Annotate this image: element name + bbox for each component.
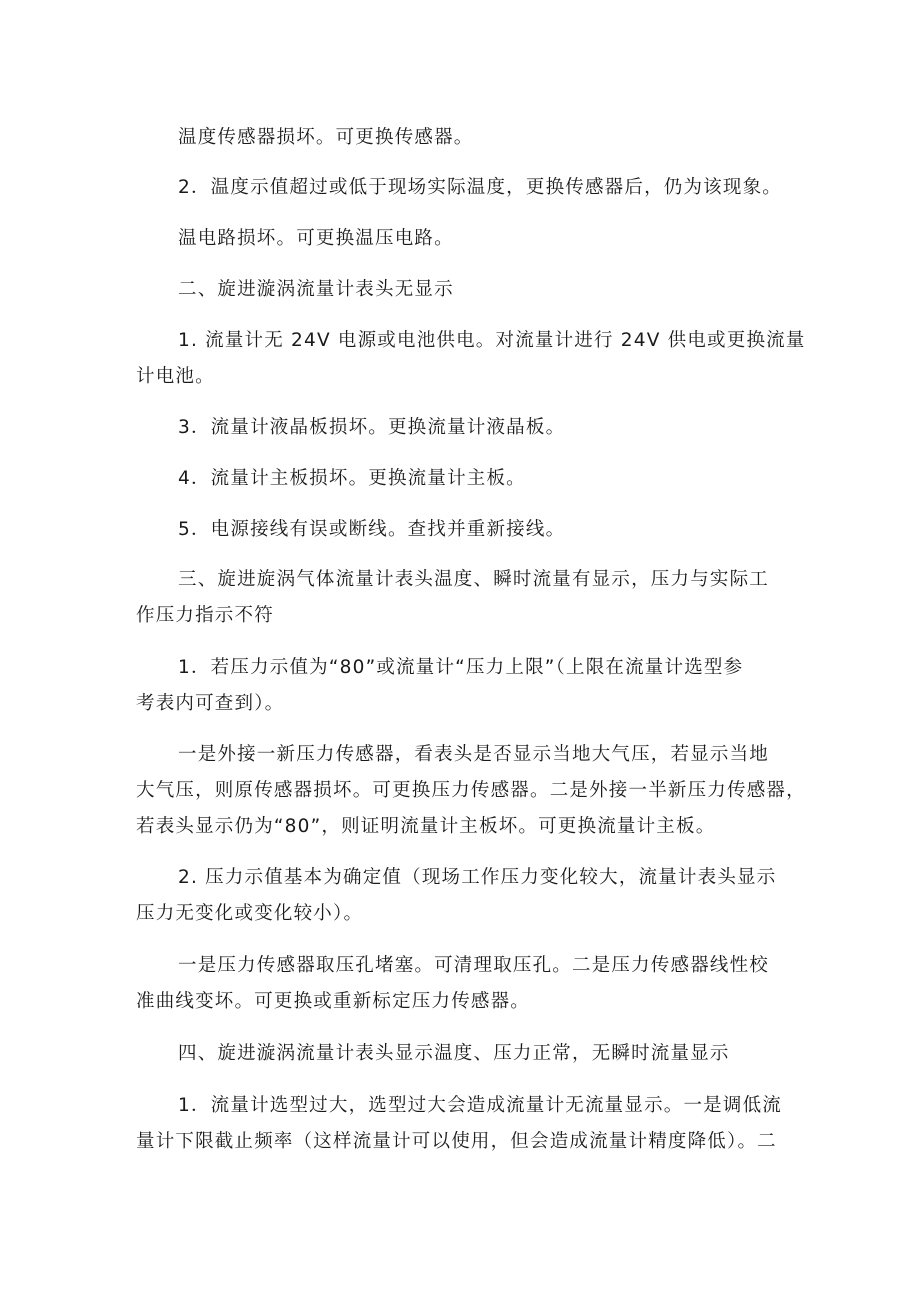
line: 计电池。 [136,366,215,387]
line: 1. 流量计无 24V 电源或电池供电。对流量计进行 24V 供电或更换流量 [178,330,806,351]
paragraph-s3-detail [136,737,806,845]
section-heading-3 [136,562,796,634]
paragraph-sensor-damage: 温度传感器损坏。可更换传感器。 [178,127,474,148]
line: 一是压力传感器取压孔堵塞。可清理取压孔。二是压力传感器线性校 [178,955,770,976]
paragraph-item-4: 4．流量计主板损坏。更换流量计主板。 [178,468,526,489]
line: 2. 压力示值基本为确定值（现场工作压力变化较大，流量计表头显示 [178,867,777,888]
line: 量计下限截止频率（这样流量计可以使用，但会造成流量计精度降低）。二 [136,1131,777,1152]
paragraph-s4-item-1 [136,1088,796,1160]
paragraph-s3-item-1 [136,650,796,722]
line: 1．流量计选型过大，选型过大会造成流量计无流量显示。一是调低流 [178,1095,782,1116]
paragraph-power-item-1 [136,323,806,395]
paragraph-s3-item-2 [136,860,796,932]
line: 作压力指示不符 [136,605,274,626]
line: 一是外接一新压力传感器，看表头是否显示当地大气压，若显示当地 [178,744,770,765]
line: 1．若压力示值为“80”或流量计“压力上限”（上限在流量计选型参 [178,657,744,678]
line: 考表内可查到）。 [136,693,285,714]
paragraph-s3-detail-2 [136,948,796,1020]
section-heading-4: 四、旋进漩涡流量计表头显示温度、压力正常，无瞬时流量显示 [178,1043,730,1064]
paragraph-circuit-damage: 温电路损坏。可更换温压电路。 [178,228,454,249]
line: 若表头显示仍为“80”，则证明流量计主板坏。可更换流量计主板。 [136,816,716,837]
line: 压力无变化或变化较小）。 [136,903,364,924]
paragraph-item-5: 5．电源接线有误或断线。查找并重新接线。 [178,519,566,540]
line: 大气压，则原传感器损坏。可更换压力传感器。二是外接一半新压力传感器， [136,780,806,801]
line: 准曲线变坏。可更换或重新标定压力传感器。 [136,991,531,1012]
section-heading-2: 二、旋进漩涡流量计表头无显示 [178,279,454,300]
paragraph-item-3: 3．流量计液晶板损坏。更换流量计液晶板。 [178,417,566,438]
line: 三、旋进旋涡气体流量计表头温度、瞬时流量有显示，压力与实际工 [178,569,770,590]
paragraph-temp-item-2: 2．温度示值超过或低于现场实际温度，更换传感器后，仍为该现象。 [178,177,782,198]
